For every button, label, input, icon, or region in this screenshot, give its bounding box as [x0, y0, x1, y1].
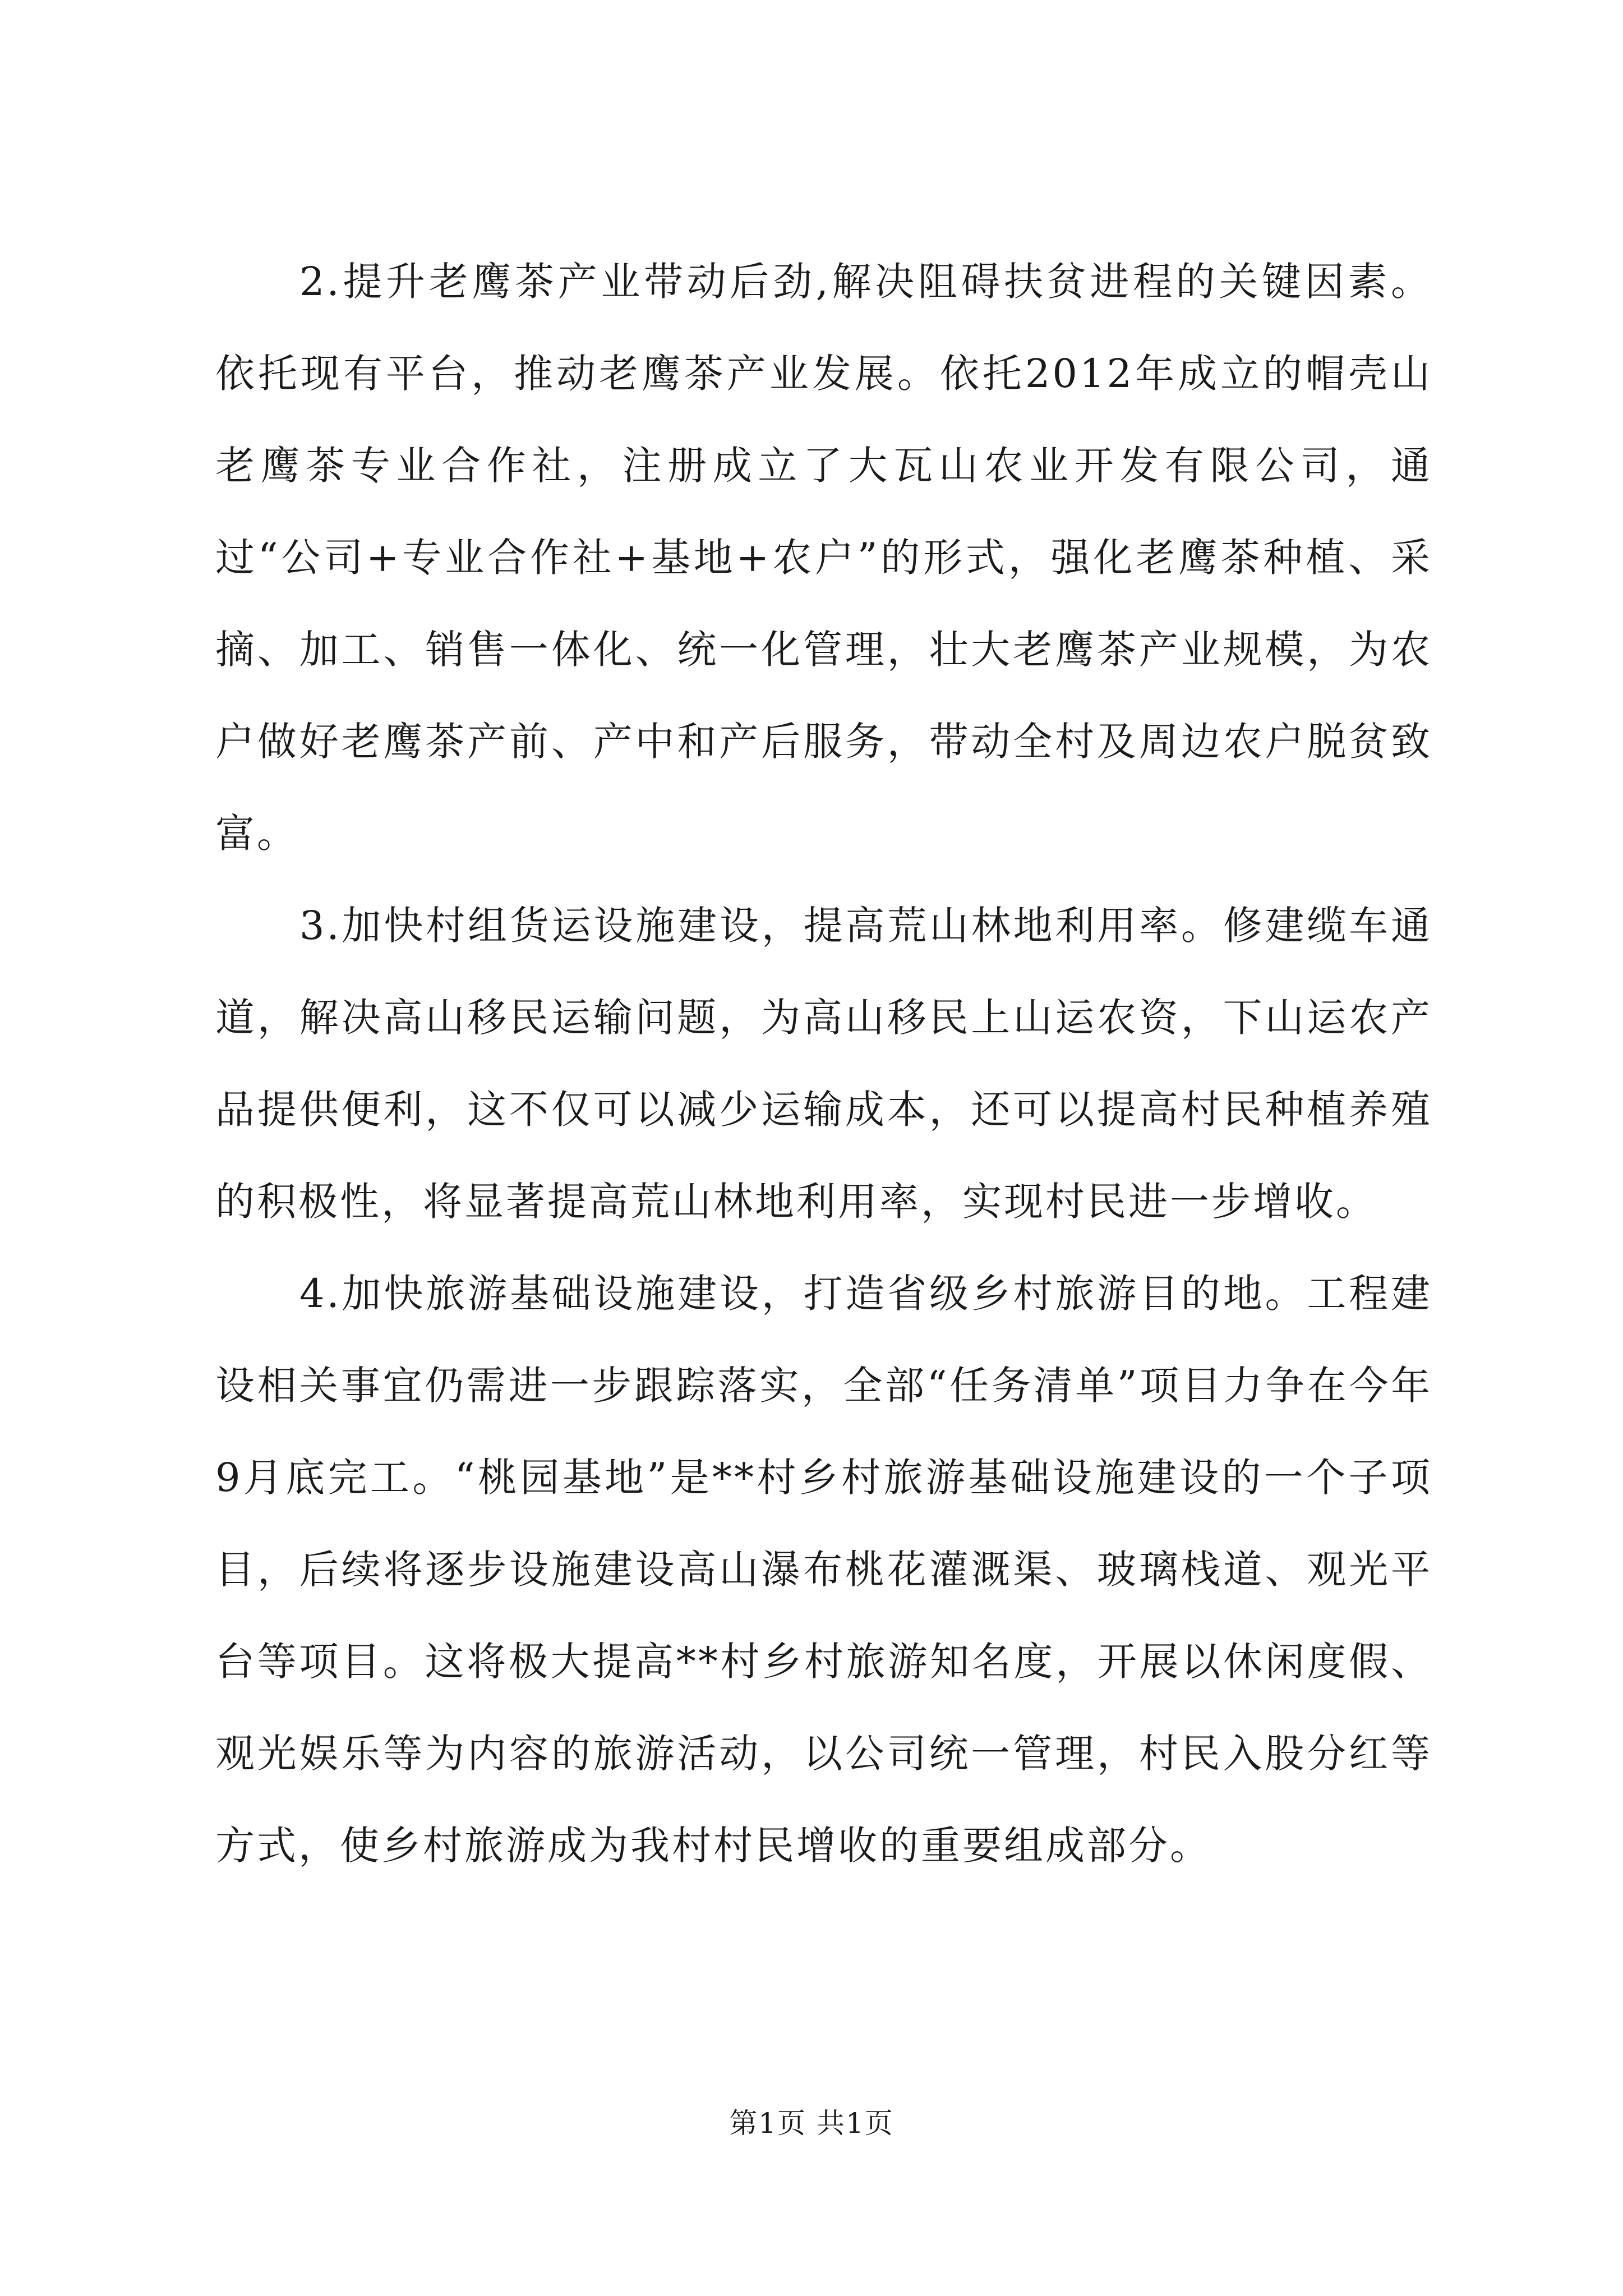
- page-number-footer: 第1页 共1页: [729, 2107, 894, 2139]
- paragraph-transport: 3.加快村组货运设施建设，提高荒山林地利用率。修建缆车通道，解决高山移民运输问题，为高山移民上山运农资，下山运农产品提供便利，这不仅可以减少运输成本，还可以提高村民种植养殖的积极性，将显著提高荒山林地利用率，实现村民进一步增收。: [215, 903, 1432, 1225]
- document-body: [215, 236, 1432, 1892]
- paragraph-industry: 2.提升老鹰茶产业带动后劲,解决阻碍扶贫进程的关键因素。依托现有平台，推动老鹰茶产业发展。依托2012年成立的帽壳山老鹰茶专业合作社，注册成立了大瓦山农业开发有限公司，通过“公司+专业合作社+基地+农户”的形式，强化老鹰茶种植、采摘、加工、销售一体化、统一化管理，壮大老鹰茶产业规模，为农户做好老鹰茶产前、产中和产后服务，带动全村及周边农户脱贫致富。: [215, 259, 1432, 857]
- paragraph-tourism: 4.加快旅游基础设施建设，打造省级乡村旅游目的地。工程建设相关事宜仍需进一步跟踪落实，全部“任务清单”项目力争在今年9月底完工。“桃园基地”是**村乡村旅游基础设施建设的一个子项目，后续将逐步设施建设高山瀑布桃花灌溉渠、玻璃栈道、观光平台等项目。这将极大提高**村乡村旅游知名度，开展以休闲度假、观光娱乐等为内容的旅游活动，以公司统一管理，村民入股分红等方式，使乡村旅游成为我村村民增收的重要组成部分。: [215, 1271, 1432, 1869]
